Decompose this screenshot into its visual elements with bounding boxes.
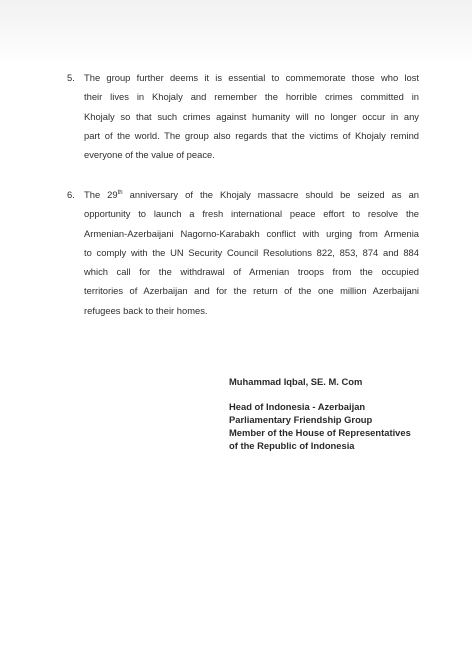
title-line: Head of Indonesia - Azerbaijan (229, 401, 366, 412)
text-line: their lives in Khojaly and remember the horrible crimes committed in (84, 91, 419, 103)
text-line: opportunity to launch a fresh international peace effort to resolve the (84, 208, 419, 220)
text-line: to comply with the UN Security Council Resolutions 822, 853, 874 and 884 (84, 246, 419, 258)
text-fragment: The 29 (84, 189, 118, 200)
title-line: Member of the House of Representatives (229, 427, 411, 438)
text-line: which call for the withdrawal of Armenian troops from the occupied (84, 266, 419, 278)
text-line: Armenian-Azerbaijani Nagorno-Karabakh conflict with urging from Armenia (84, 227, 419, 239)
title-line: Parliamentary Friendship Group (229, 414, 373, 425)
paragraph-5 (67, 68, 419, 164)
text-line: part of the world. The group also regards that the victims of Khojaly remind (84, 129, 419, 141)
paragraph-text (84, 68, 419, 164)
signatory-title (229, 400, 449, 452)
ordinal-suffix: th (117, 189, 123, 196)
text-line: territories of Azerbaijan and for the return of the one million Azerbaijani (84, 285, 419, 297)
title-line: of the Republic of Indonesia (229, 440, 355, 451)
text-line: everyone of the value of peace. (84, 149, 215, 161)
text-line: refugees back to their homes. (84, 304, 208, 316)
scan-top-shading (0, 0, 472, 62)
text-line: The group further deems it is essential to commemorate those who lost (84, 72, 419, 83)
signatory-name: Muhammad Iqbal, SE. M. Com (229, 376, 363, 387)
paragraph-text (84, 185, 419, 320)
paragraph-6 (67, 185, 419, 320)
text-fragment: anniversary of the Khojaly massacre should be seized as an (122, 189, 419, 200)
text-line (84, 185, 419, 204)
paragraph-number: 6. (67, 189, 75, 200)
paragraph-number: 5. (67, 72, 75, 83)
text-line: Khojaly so that such crimes against humanity will no longer occur in any (84, 110, 419, 122)
